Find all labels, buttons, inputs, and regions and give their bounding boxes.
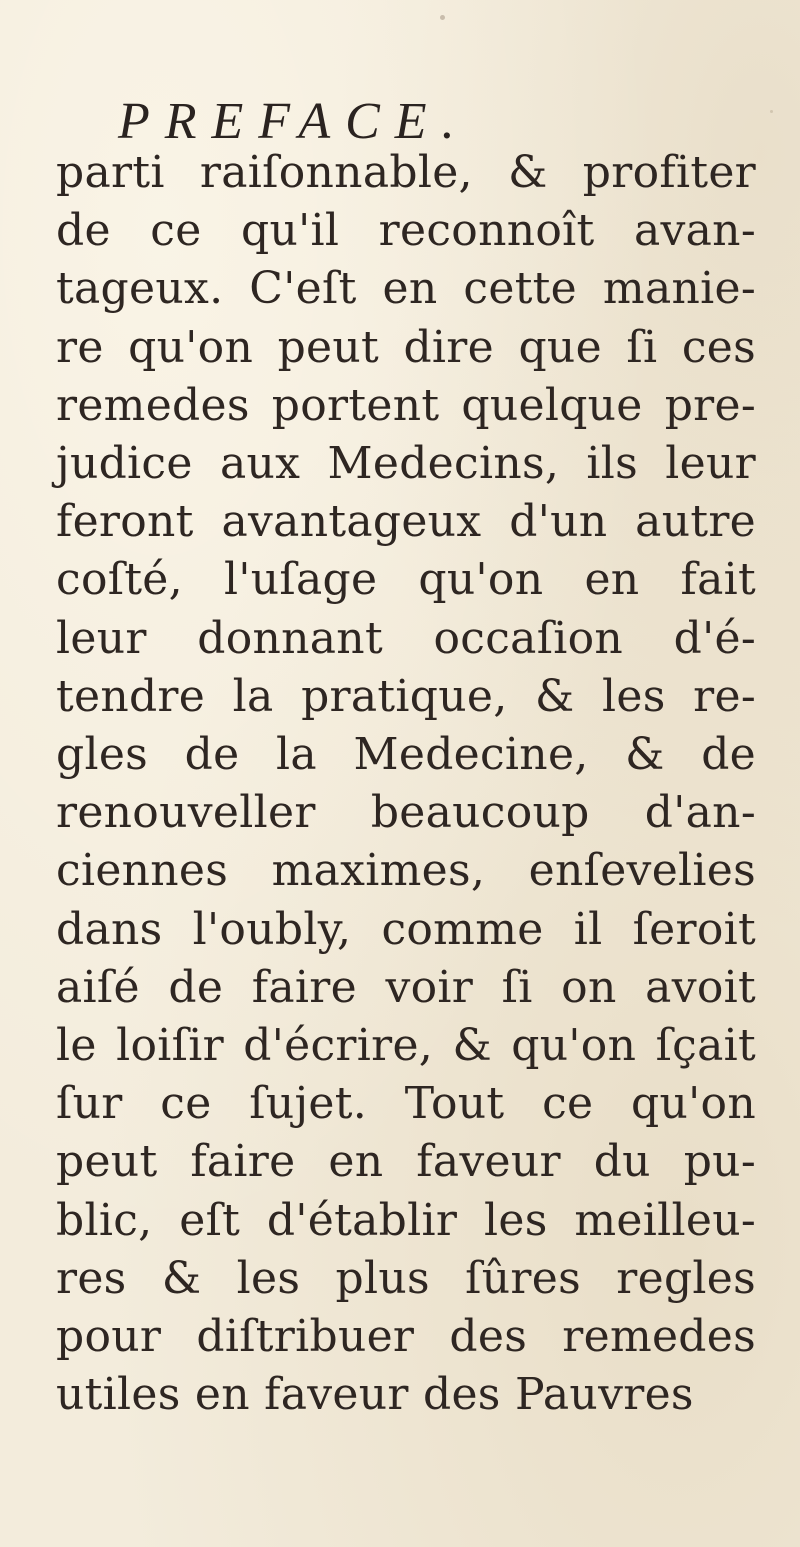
text-line: feront avantageux d'un autre <box>56 496 756 548</box>
text-line: le loiſir d'écrire, & qu'on ſçait <box>56 1020 756 1072</box>
text-line: pour diſtribuer des remedes <box>56 1311 756 1363</box>
text-line: peut faire en faveur du pu- <box>56 1136 756 1188</box>
text-line: tendre la pratique, & les re- <box>56 670 756 722</box>
text-line: dans l'oubly, comme il ſeroit <box>56 903 756 955</box>
text-line: de ce qu'il reconnoît avan- <box>56 205 756 257</box>
text-line: res & les plus ſûres regles <box>56 1252 756 1304</box>
text-line: blic, eſt d'établir les meilleu- <box>56 1194 756 1246</box>
text-line: judice aux Medecins, ils leur <box>56 438 756 490</box>
text-line: renouveller beaucoup d'an- <box>56 787 756 839</box>
text-line: re qu'on peut dire que ſi ces <box>56 321 756 373</box>
text-line: remedes portent quelque pre- <box>56 379 756 431</box>
text-line: ciennes maximes, enſevelies <box>56 845 756 897</box>
text-line: parti raiſonnable, & profiter <box>56 147 756 198</box>
body-text <box>56 144 756 1424</box>
text-line: aiſé de faire voir ſi on avoit <box>56 961 756 1013</box>
paper-spot <box>770 110 773 113</box>
text-line: utiles en faveur des Pauvres <box>56 1369 694 1421</box>
running-head: PREFACE. <box>118 93 470 150</box>
paper-spot <box>440 15 445 20</box>
text-line: ſur ce ſujet. Tout ce qu'on <box>56 1078 756 1130</box>
text-line: coſté, l'uſage qu'on en fait <box>56 554 756 606</box>
text-line: tageux. C'eſt en cette manie- <box>56 263 756 315</box>
text-line: leur donnant occaſion d'é- <box>56 612 756 664</box>
text-line: gles de la Medecine, & de <box>56 729 756 781</box>
